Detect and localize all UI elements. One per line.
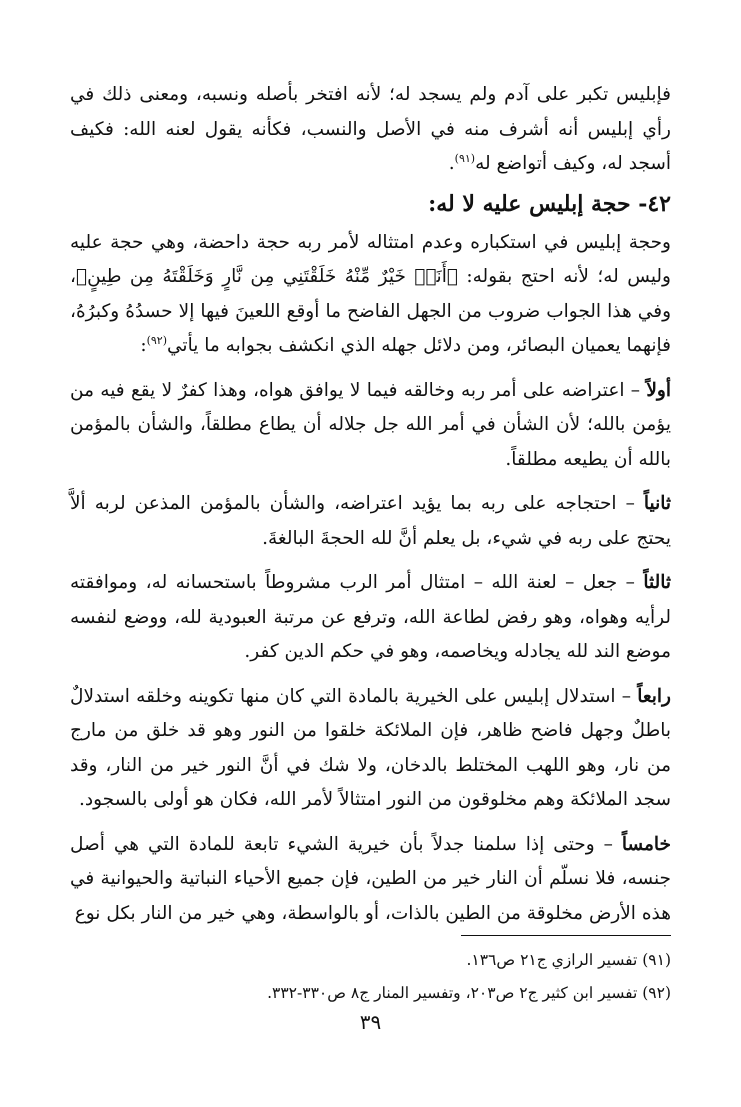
point-fifth-lead: خامساً xyxy=(621,833,671,855)
point-third xyxy=(70,566,671,670)
point-second-lead: ثانياً xyxy=(643,493,671,514)
point-third-lead: ثالثاً xyxy=(643,572,671,593)
point-first xyxy=(70,374,671,478)
point-fourth xyxy=(70,680,671,818)
point-second-text: – احتجاجه على ربه بما يؤيد اعتراضه، والشأن بالمؤمن المذعن لربه ألاَّ يحتج على ربه في شيء، بل يعلم أنَّ لله الحجةَ البالغةَ. xyxy=(70,493,671,549)
intro-text: فإبليس تكبر على آدم ولم يسجد له؛ لأنه افتخر بأصله ونسبه، ومعنى ذلك في رأي إبليس أنه أشرف منه في الأصل والنسب، فكأنه يقول لعنه الله: فكيف أسجد له، وكيف أتواضع له xyxy=(70,84,671,174)
argument-text: وحجة إبليس في استكباره وعدم امتثاله لأمر ربه حجة داحضة، وهي حجة عليه وليس له؛ لأنه احتج بقوله: ﴿أَنَا۠ خَيْرٌ مِّنْهُ خَلَقْتَنِي مِن نَّارٍ وَخَلَقْتَهُ مِن طِينٍ﴾، وفي هذا الجواب ضروب من الجهل الفاضح ما أوقع اللعينَ فيها إلا حسدُهُ وكبرُهُ، فإنهما يعميان البصائر، ومن دلائل جهله الذي انكشف بجوابه ما يأتي xyxy=(70,231,671,356)
intro-paragraph xyxy=(70,78,671,182)
footnote-ref-91[interactable]: (٩١) xyxy=(454,151,476,165)
intro-end-punct: . xyxy=(448,153,455,174)
footnotes xyxy=(70,944,671,1010)
point-first-lead: أولاً xyxy=(646,379,671,401)
point-second xyxy=(70,487,671,556)
argument-paragraph xyxy=(70,226,671,364)
point-fifth xyxy=(70,828,671,932)
argument-end-punct: : xyxy=(140,335,147,356)
point-fourth-text: – استدلال إبليس على الخيرية بالمادة التي كان منها تكوينه وخلقه استدلالٌ باطلٌ وجهل فاضح ظاهر، فإن الملائكة خلقوا من النور وهو قد خلق من مارج من نار، وهو اللهب المختلط بالدخان، ولا شك في أنَّ النور خير من النار، وقد سجد الملائكة وهم مخلوقون من النور امتثالاً لأمر الله، فكان هو أولى بالسجود. xyxy=(70,685,671,810)
footnote-ref-92[interactable]: (٩٢) xyxy=(146,333,167,347)
point-first-text: – اعتراضه على أمر ربه وخالقه فيما لا يوافق هواه، وهذا كفرٌ لا يقع فيه من يؤمن بالله؛ لأن الشأن في أمر الله جل جلاله أن يطاع مطلقاً، والشأن بالمؤمن بالله أن يطيعه مطلقاً. xyxy=(70,379,671,470)
footnote-divider xyxy=(461,935,671,936)
page-number: ٣٩ xyxy=(359,1010,382,1034)
point-fifth-text: – وحتى إذا سلمنا جدلاً بأن خيرية الشيء تابعة للمادة التي هي أصل جنسه، فلا نسلّم أن النار خير من الطين، فإن جميع الأحياء النباتية والحيوانية في هذه الأرض مخلوقة من الطين بالذات، أو بالواسطة، وهي خير من النار بكل نوع xyxy=(70,833,671,924)
point-fourth-lead: رابعاً xyxy=(637,685,671,707)
section-heading: ٤٢- حجة إبليس عليه لا له: xyxy=(428,190,671,217)
footnote-92: (٩٢) تفسير ابن كثير ج٢ ص٢٠٣، وتفسير المنار ج٨ ص٣٣٠-٣٣٢. xyxy=(267,984,671,1002)
point-third-text: – جعل – لعنة الله – امتثال أمر الرب مشروطاً باستحسانه له، وموافقته لرأيه وهواه، وهو رفض لطاعة الله، وترفع عن مرتبة العبودية لله، ووضع لنفسه موضع الند لله يجادله ويخاصمه، وهو في حكم الدين كفر. xyxy=(70,572,671,662)
footnote-91: (٩١) تفسير الرازي ج٢١ ص١٣٦. xyxy=(466,951,671,969)
